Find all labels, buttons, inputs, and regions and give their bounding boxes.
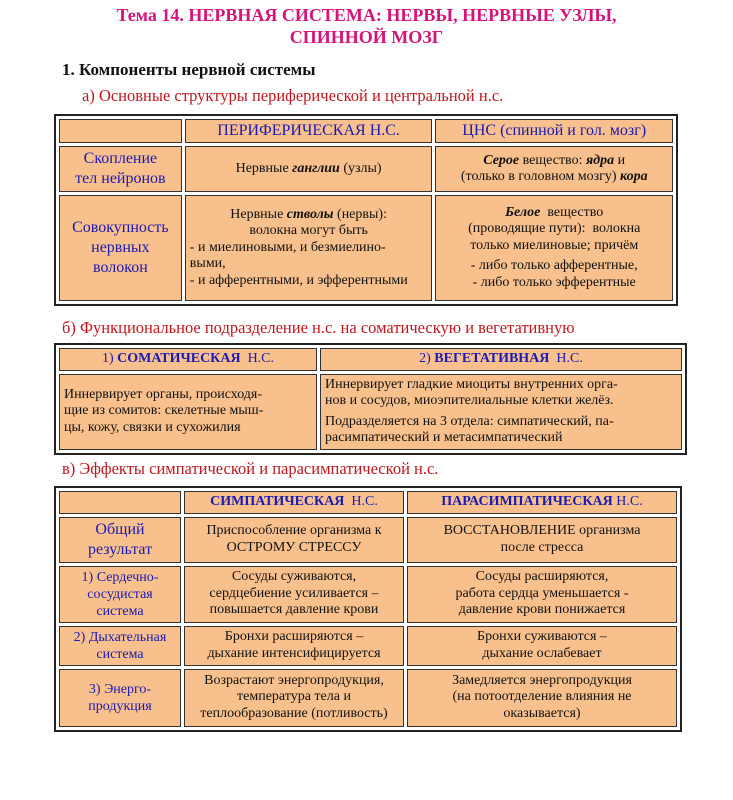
cell-peripheral-nerves (185, 195, 433, 301)
cell-vegetative-description (320, 374, 682, 450)
cell-line: ВОССТАНОВЛЕНИЕ организма (443, 523, 641, 538)
subheading-b: б) Функциональное подразделение н.с. на соматическую и вегетативную (62, 318, 575, 337)
header-number: 2) (419, 351, 435, 366)
row-label-line: волокон (93, 259, 148, 276)
row-label-respiratory (59, 626, 181, 666)
header-emphasis: ВЕГЕТАТИВНАЯ (434, 351, 550, 366)
cell-line: Возрастают энергопродукция, (204, 672, 384, 688)
cell-sympathetic-energy (184, 669, 404, 727)
cell-line: - либо только эфферентные (472, 274, 636, 290)
subheading-a: а) Основные структуры периферической и центральной н.с. (82, 86, 504, 105)
cell-line: сердцебиение усиливается – (209, 585, 379, 601)
row-label-cardiovascular (59, 566, 181, 623)
cell-line: выми, (189, 256, 226, 272)
row-label-nerve-fibers (59, 195, 182, 301)
cell-line: Сосуды суживаются, (231, 569, 357, 585)
cell-text: Нервные (230, 206, 287, 222)
cell-sympathetic-cardiovascular (184, 566, 404, 623)
cell-line: Иннервирует гладкие миоциты внутренних орга- (325, 376, 618, 392)
cell-line: температура тела и (237, 689, 351, 705)
cell-parasympathetic-result (407, 517, 677, 563)
row-label-line: продукция (88, 698, 152, 714)
effects-table (54, 486, 682, 732)
cell-parasympathetic-respiratory (407, 626, 677, 666)
row-label-line: тел нейронов (75, 170, 166, 187)
cell-text: (только в головном мозгу) (460, 169, 621, 184)
section-heading: 1. Компоненты нервной системы (62, 60, 316, 79)
cell-emphasis: ганглии (292, 160, 340, 176)
header-text: Н.С. (344, 494, 378, 509)
cell-line: - либо только афферентные, (470, 258, 638, 274)
cell-line: дыхание ослабевает (482, 645, 602, 661)
cell-text: (нервы): (333, 206, 387, 222)
cell-cns-gray-matter (435, 146, 673, 192)
row-label-line: система (96, 603, 144, 619)
header-vegetative (320, 348, 682, 371)
cell-text: Нервные (235, 160, 293, 176)
row-label-neuron-bodies (59, 146, 182, 192)
cell-emphasis: кора (620, 169, 648, 184)
cell-line: Бронхи суживаются – (477, 629, 607, 644)
cell-line: работа сердца уменьшается - (455, 585, 629, 601)
header-emphasis: СОМАТИЧЕСКАЯ (117, 351, 241, 366)
row-label-line: Скопление (83, 150, 158, 167)
cell-line: давление крови понижается (458, 602, 626, 618)
structures-table (54, 114, 678, 306)
cell-line: после стресса (500, 539, 584, 555)
cell-line: оказывается) (503, 705, 581, 721)
cell-line: (проводящие пути): волокна (468, 221, 641, 237)
row-label-line: Совокупность (72, 219, 169, 236)
cell-line: расимпатический и метасимпатический (325, 430, 563, 445)
header-cns: ЦНС (спинной и гол. мозг) (435, 119, 673, 143)
cell-emphasis: ядра (585, 152, 615, 168)
cell-emphasis: Серое (483, 152, 520, 168)
row-label-energy (59, 669, 181, 727)
cell-line: Приспособление организма к (206, 523, 382, 538)
page-title (0, 4, 733, 48)
row-label-line: 3) Энерго- (88, 681, 152, 697)
header-parasympathetic (407, 491, 677, 514)
header-emphasis: СИМПАТИЧЕСКАЯ (210, 494, 345, 509)
header-sympathetic (184, 491, 404, 514)
header-text: Н.С. (240, 351, 275, 366)
cell-parasympathetic-energy (407, 669, 677, 727)
cell-text: вещество: (519, 152, 586, 168)
cell-emphasis: Белое (505, 204, 541, 220)
cell-line: Иннервирует органы, происходя- (64, 386, 263, 402)
cell-text: и (614, 152, 626, 168)
cell-parasympathetic-cardiovascular (407, 566, 677, 623)
cell-peripheral-ganglia (185, 146, 433, 192)
cell-line: Бронхи расширяются – (224, 629, 364, 644)
cell-cns-white-matter (435, 195, 673, 301)
cell-sympathetic-result (184, 517, 404, 563)
header-text: Н.С. (612, 494, 643, 509)
row-label-line: 2) Дыхательная (73, 629, 167, 645)
functional-division-table (54, 343, 687, 455)
row-label-line: нервных (91, 239, 150, 256)
cell-line: - и афферентными, и эфферентными (189, 272, 408, 288)
row-label-line: результат (87, 540, 153, 558)
cell-line: Подразделяется на 3 отдела: симпатический, па- (325, 413, 614, 429)
cell-text: (узлы) (339, 160, 382, 176)
cell-line: (на потоотделение влияния не (452, 689, 632, 705)
header-somatic (59, 348, 317, 371)
row-label-line: сосудистая (87, 586, 153, 602)
cell-somatic-description (59, 374, 317, 450)
cell-line: нов и сосудов, миоэпителиальные клетки желёз. (325, 393, 614, 408)
cell-line: цы, кожу, связки и сухожилия (64, 419, 241, 435)
cell-line: - и миелиновыми, и безмиелино- (189, 239, 386, 255)
header-emphasis: ПАРАСИМПАТИЧЕСКАЯ (441, 494, 613, 509)
row-label-line: система (96, 646, 144, 662)
cell-line: только миелиновые; причём (470, 237, 639, 253)
subheading-c: в) Эффекты симпатической и парасимпатической н.с. (62, 459, 439, 478)
cell-line: теплообразование (потливость) (200, 705, 388, 721)
header-empty-cell (59, 119, 182, 143)
row-label-line: Общий (95, 520, 145, 538)
cell-line: дыхание интенсифицируется (207, 645, 381, 661)
cell-line: Сосуды расширяются, (475, 569, 609, 585)
page-title-line-1: Тема 14. НЕРВНАЯ СИСТЕМА: НЕРВЫ, НЕРВНЫЕ УЗЛЫ, (116, 5, 617, 25)
row-label-line: 1) Сердечно- (81, 569, 159, 585)
page-title-line-2: СПИННОЙ МОЗГ (289, 27, 444, 47)
cell-sympathetic-respiratory (184, 626, 404, 666)
cell-line: щие из сомитов: скелетные мыш- (64, 403, 264, 419)
header-peripheral: ПЕРИФЕРИЧЕСКАЯ Н.С. (185, 119, 433, 143)
cell-text: вещество (540, 204, 604, 220)
header-number: 1) (101, 351, 118, 366)
cell-line: Замедляется энергопродукция (452, 672, 632, 688)
cell-line: волокна могут быть (249, 223, 368, 239)
cell-line: ОСТРОМУ СТРЕССУ (226, 539, 362, 555)
cell-line: повышается давление крови (209, 602, 379, 618)
row-label-overall-result (59, 517, 181, 563)
header-empty-cell (59, 491, 181, 514)
header-text: Н.С. (549, 351, 583, 366)
cell-emphasis: стволы (286, 206, 334, 222)
